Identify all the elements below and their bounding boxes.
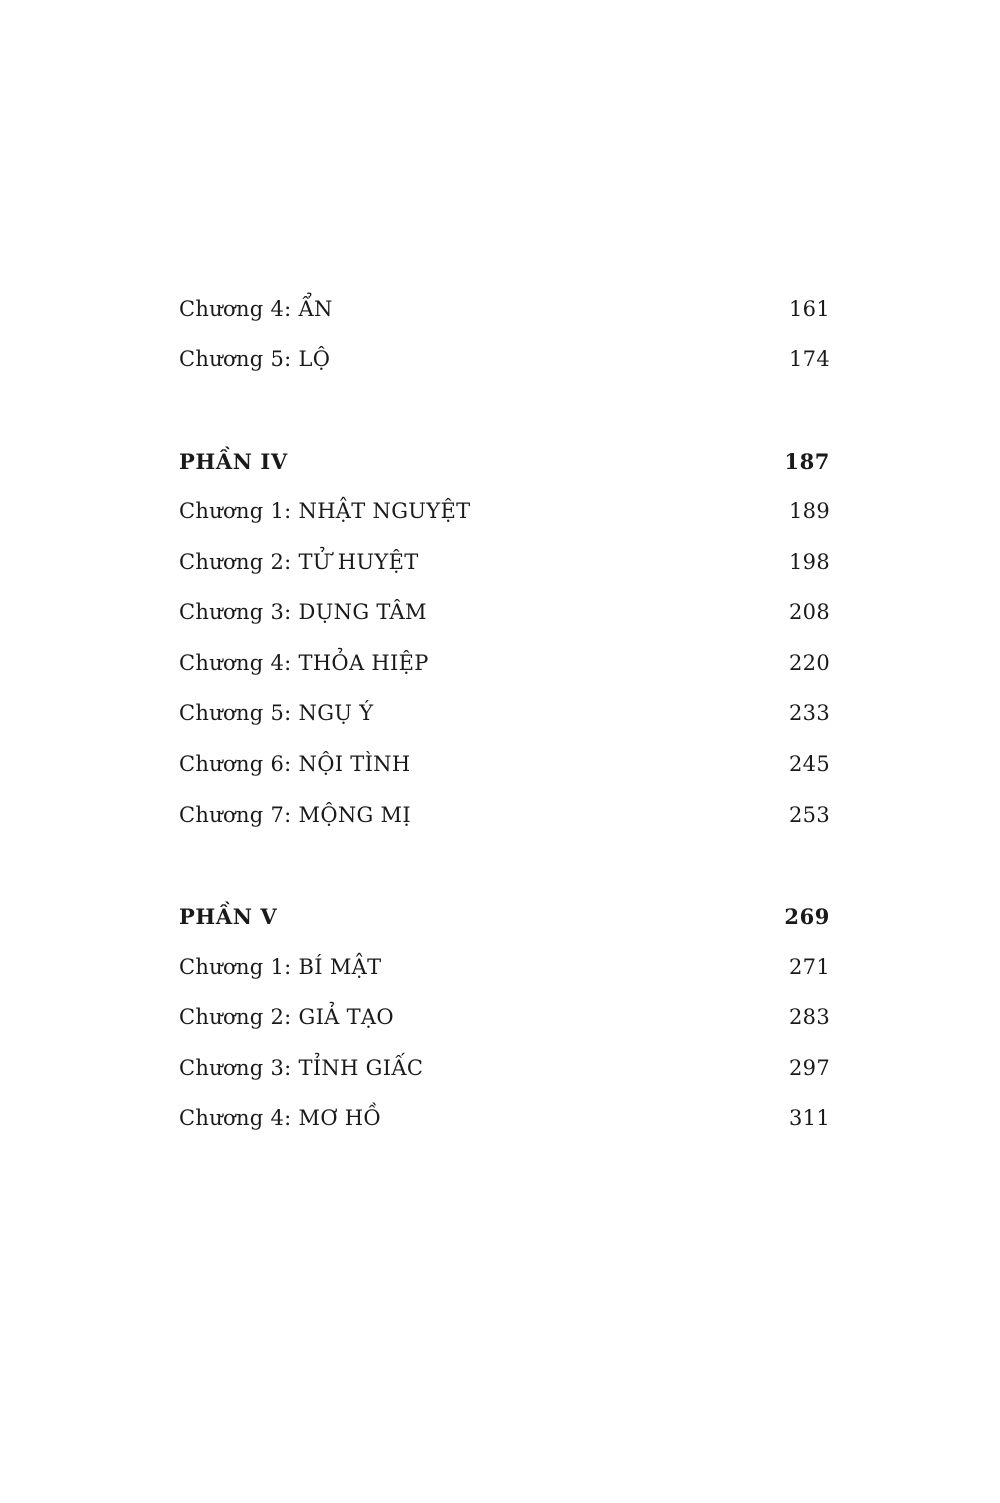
toc-entry-chapter: [179, 545, 830, 579]
toc-entry-page: 198: [789, 550, 830, 574]
toc-entry-chapter: [179, 342, 830, 376]
toc-entry-chapter: [179, 696, 830, 730]
toc-entry-page: 253: [789, 803, 830, 827]
toc-part-title: PHẦN V: [179, 903, 278, 929]
toc-entry-page: 220: [789, 651, 830, 675]
toc-entry-page: 208: [789, 600, 830, 624]
toc-entry-chapter: [179, 798, 830, 832]
toc-entry-page: 283: [789, 1005, 830, 1029]
toc-entry-page: 161: [789, 297, 830, 321]
toc-entry-title: Chương 7: MỘNG MỊ: [179, 803, 411, 827]
toc-entry-chapter: [179, 950, 830, 984]
toc-entry-page: 297: [789, 1056, 830, 1080]
toc-entry-title: Chương 4: ẨN: [179, 297, 333, 321]
toc-entry-title: Chương 1: BÍ MẬT: [179, 955, 382, 979]
toc-entry-title: Chương 5: LỘ: [179, 347, 331, 371]
toc-entry-title: Chương 4: MƠ HỒ: [179, 1106, 381, 1130]
toc-entry-title: Chương 4: THỎA HIỆP: [179, 651, 429, 675]
toc-entry-page: 311: [789, 1106, 830, 1130]
toc-entry-page: 189: [789, 499, 830, 523]
toc-entry-title: Chương 3: DỤNG TÂM: [179, 600, 427, 624]
toc-entry-page: 233: [789, 701, 830, 725]
toc-entry-chapter: [179, 1101, 830, 1135]
toc-entry-title: Chương 2: GIẢ TẠO: [179, 1005, 394, 1029]
toc-entry-page: 174: [789, 347, 830, 371]
toc-entry-title: Chương 3: TỈNH GIẤC: [179, 1056, 424, 1080]
toc-entry-title: Chương 2: TỬ HUYỆT: [179, 550, 419, 574]
toc-entry-chapter: [179, 747, 830, 781]
toc-entry-chapter: [179, 646, 830, 680]
toc-entry-title: Chương 1: NHẬT NGUYỆT: [179, 499, 471, 523]
toc-entry-title: Chương 5: NGỤ Ý: [179, 701, 374, 725]
toc-part-title: PHẦN IV: [179, 448, 288, 474]
toc-part-page: 269: [784, 903, 830, 929]
toc-part-page: 187: [784, 448, 830, 474]
toc-entry-chapter: [179, 595, 830, 629]
toc-entry-page: 271: [789, 955, 830, 979]
toc-entry-chapter: [179, 292, 830, 326]
toc-entry-page: 245: [789, 752, 830, 776]
toc-entry-part: [179, 444, 830, 478]
toc-entry-title: Chương 6: NỘI TÌNH: [179, 752, 411, 776]
toc-entry-chapter: [179, 1051, 830, 1085]
toc-entry-part: [179, 899, 830, 933]
toc-entry-chapter: [179, 1000, 830, 1034]
toc-entry-chapter: [179, 494, 830, 528]
